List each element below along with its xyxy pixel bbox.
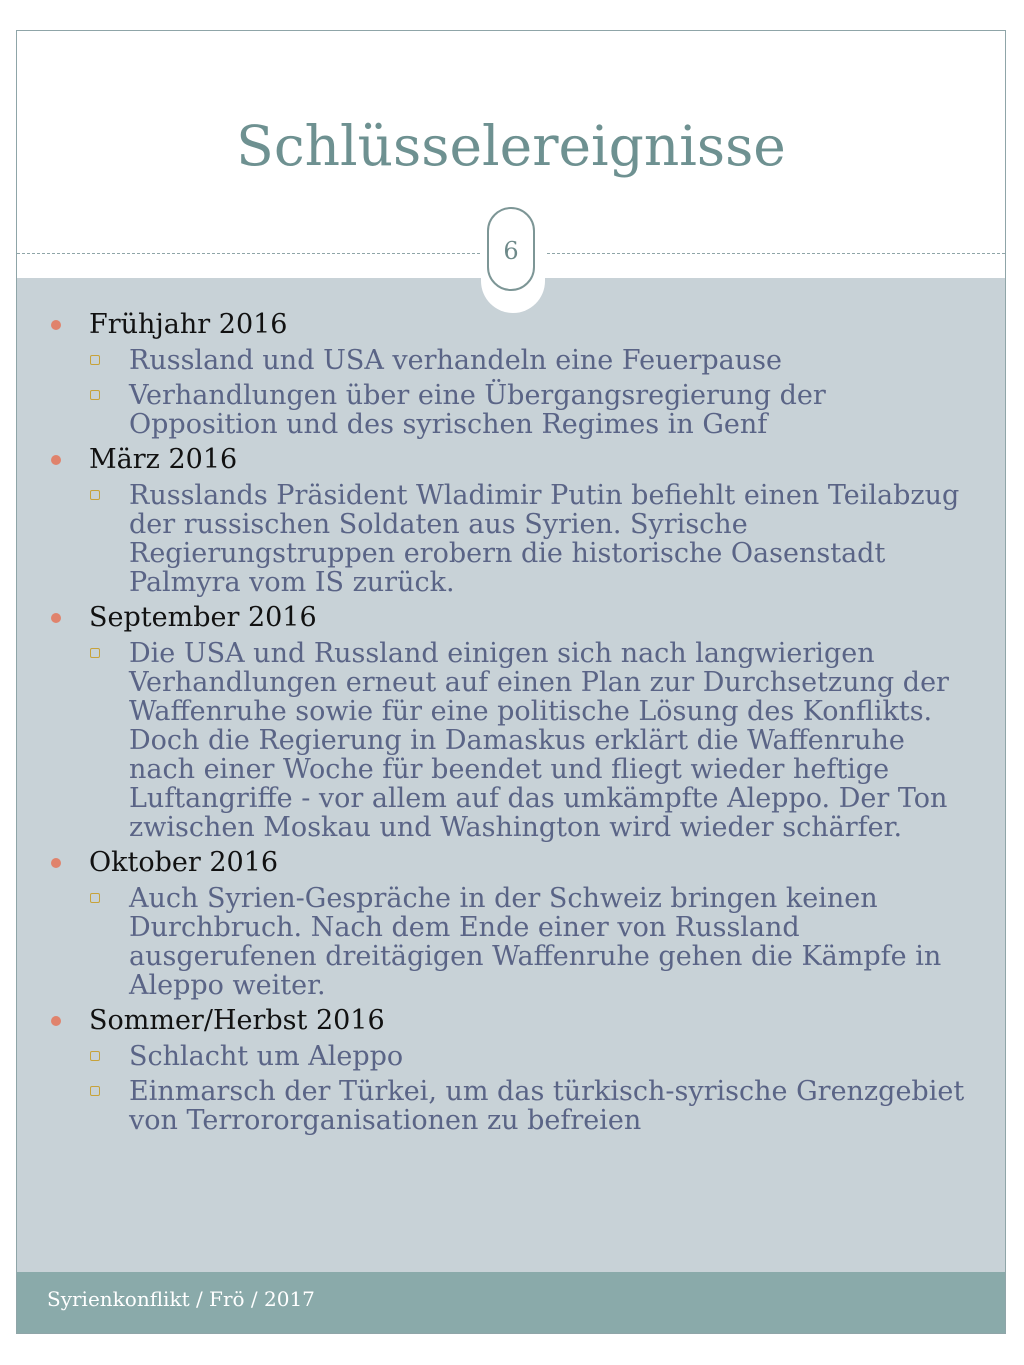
square-bullet-icon [90, 648, 100, 658]
section-item: Einmarsch der Türkei, um das türkisch-syrische Grenzgebiet von Terrororganisationen zu befreien [17, 1077, 1005, 1135]
page-number: 6 [503, 237, 519, 265]
slide [16, 30, 1006, 1334]
page-number-badge [481, 201, 545, 313]
section-heading: Sommer/Herbst 2016 [17, 1006, 1005, 1036]
square-bullet-icon [90, 1051, 100, 1061]
section-heading: März 2016 [17, 445, 1005, 475]
square-bullet-icon [90, 355, 100, 365]
square-bullet-icon [90, 1086, 100, 1096]
square-bullet-icon [90, 390, 100, 400]
section-item: Russlands Präsident Wladimir Putin befiehlt einen Teilabzug der russischen Soldaten aus Syrien. Syrische Regierungstruppen erobern die historische Oasenstadt Palmyra vom IS zurück. [17, 481, 1005, 597]
page-number-frame [487, 207, 535, 291]
section-item: Auch Syrien-Gespräche in der Schweiz bringen keinen Durchbruch. Nach dem Ende einer von Russland ausgerufenen dreitägigen Waffenruhe gehen die Kämpfe in Aleppo weiter. [17, 884, 1005, 1000]
footer-text: Syrienkonflikt / Frö / 2017 [47, 1287, 315, 1311]
bullet-dot-icon [51, 858, 61, 868]
bullet-dot-icon [51, 320, 61, 330]
square-bullet-icon [90, 490, 100, 500]
square-bullet-icon [90, 893, 100, 903]
bullet-dot-icon [51, 613, 61, 623]
bullet-dot-icon [51, 455, 61, 465]
section-item: Verhandlungen über eine Übergangsregierung der Opposition und des syrischen Regimes in Genf [17, 381, 1005, 439]
section-heading: Frühjahr 2016 [17, 310, 1005, 340]
section-item: Die USA und Russland einigen sich nach langwierigen Verhandlungen erneut auf einen Plan zur Durchsetzung der Waffenruhe sowie für eine politische Lösung des Konflikts. Doch die Regierung in Damaskus erklärt die Waffenruhe nach einer Woche für beendet und fliegt wieder heftige Luftangriffe - vor allem auf das umkämpfte Aleppo. Der Ton zwischen Moskau und Washington wird wieder schärfer. [17, 639, 1005, 842]
section-heading: Oktober 2016 [17, 848, 1005, 878]
bullet-list [17, 310, 1005, 1141]
slide-title: Schlüsselereignisse [236, 114, 786, 178]
bullet-dot-icon [51, 1016, 61, 1026]
section-item: Russland und USA verhandeln eine Feuerpause [17, 346, 1005, 375]
section-item: Schlacht um Aleppo [17, 1042, 1005, 1071]
slide-footer [17, 1272, 1005, 1334]
section-heading: September 2016 [17, 603, 1005, 633]
